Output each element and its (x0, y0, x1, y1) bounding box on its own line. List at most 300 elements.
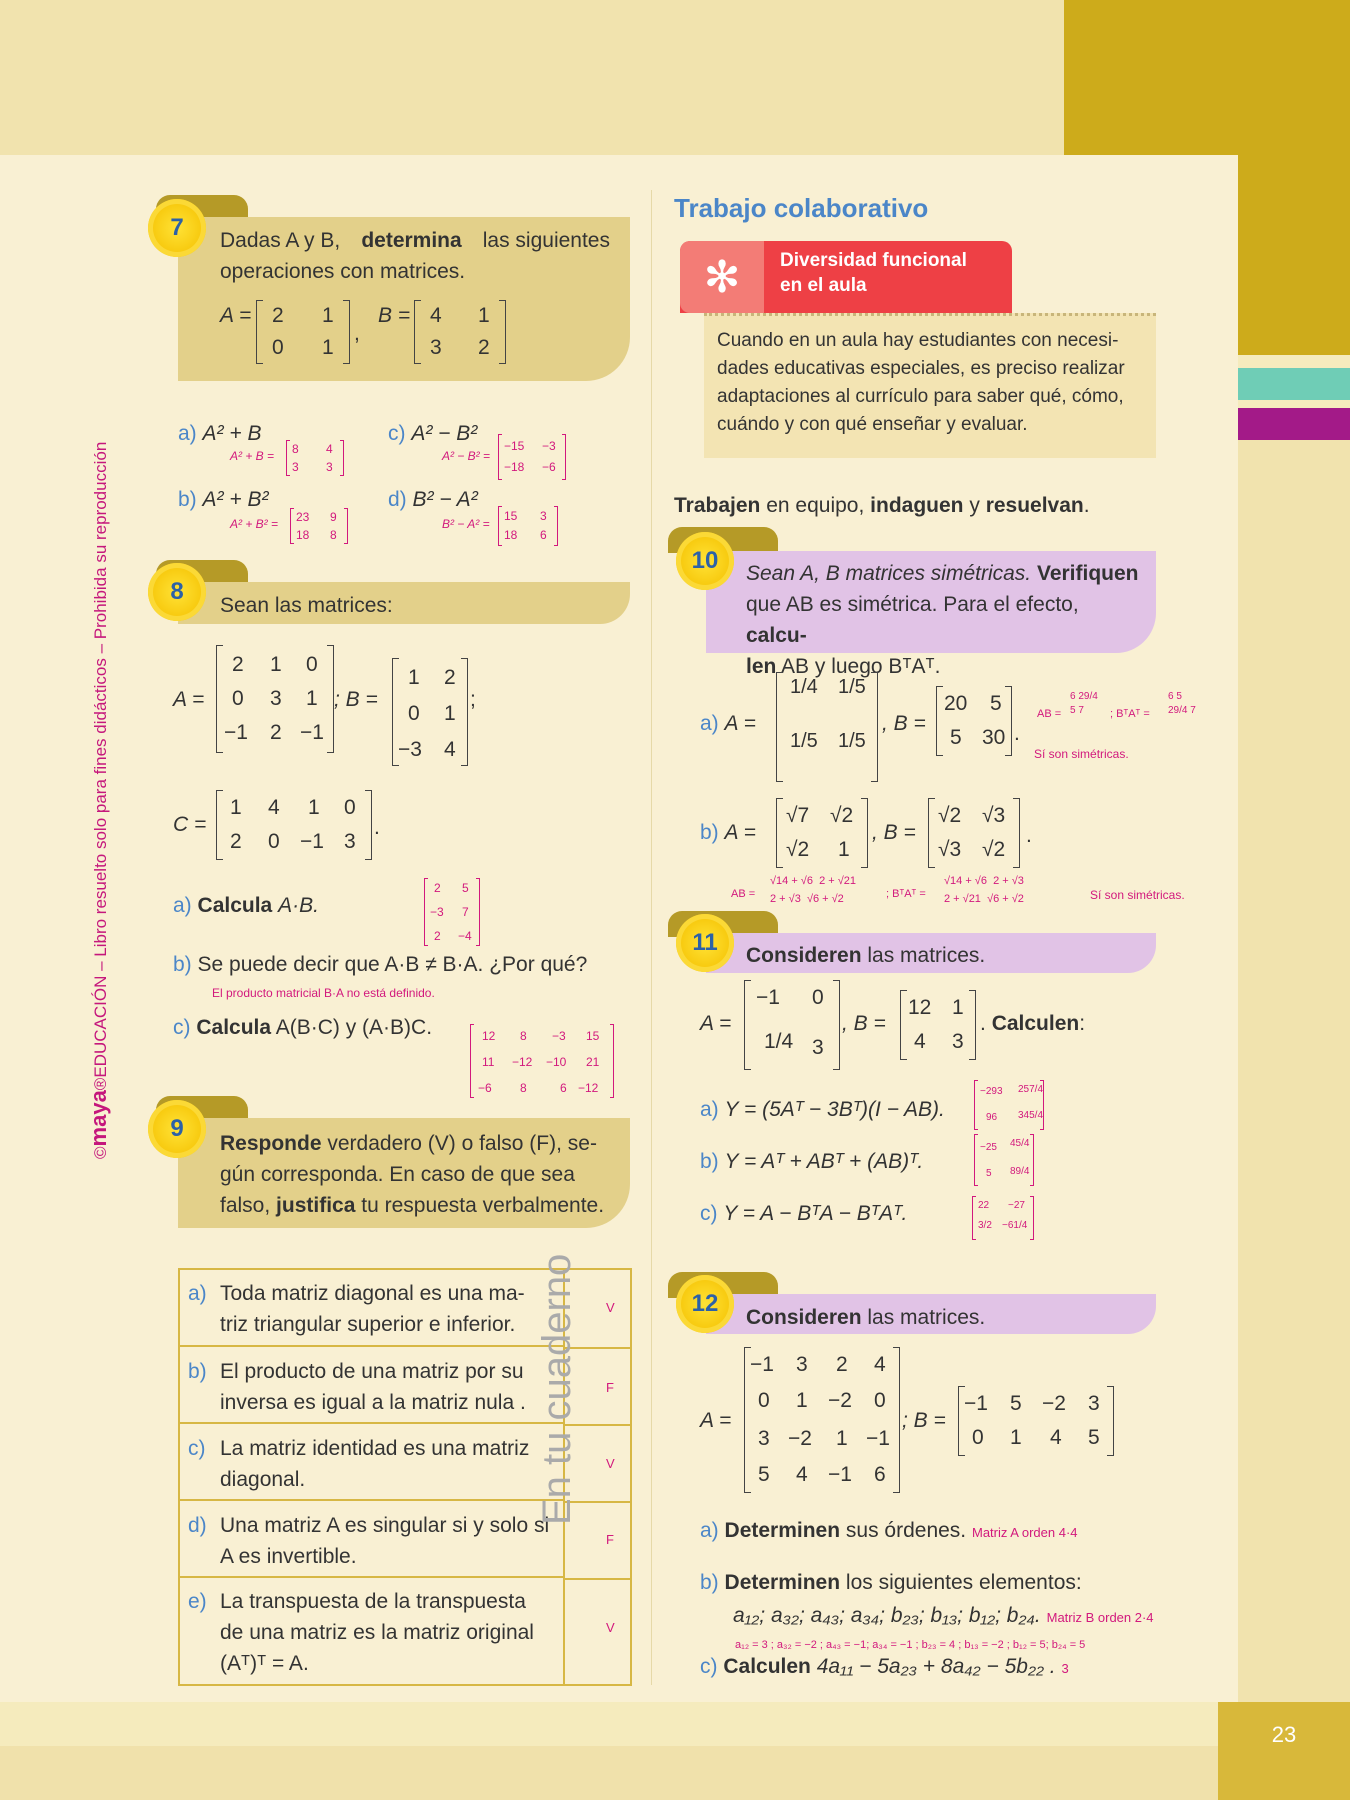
cell: 4 (268, 796, 280, 819)
cell: 7 (1078, 705, 1084, 716)
cell: 3 (344, 830, 356, 853)
row-letter: a) (188, 1282, 207, 1305)
cell: 1/5 (790, 730, 818, 752)
cell: 2 (434, 881, 441, 895)
ex7-sep: , (354, 322, 360, 345)
A-label: A = (724, 821, 756, 844)
cell: 3 (796, 1353, 808, 1376)
cell: −1 (866, 1427, 890, 1450)
item-letter: b) (700, 821, 719, 844)
cell: 2 (270, 721, 282, 744)
cell: 3 (952, 1030, 964, 1053)
cell: −1 (300, 830, 324, 853)
cell: 11 (482, 1055, 495, 1069)
para-line: dades educativas especiales, es preciso realizar (717, 358, 1125, 379)
ans-bt-label: ; BᵀAᵀ = (886, 888, 926, 900)
item-letter: b) (700, 1150, 719, 1173)
elements-list: a₁₂; a₃₂; a₄₃; a₃₄; b₂₃; b₁₃; b₁₂; b₂₄. (733, 1604, 1041, 1627)
cell: 4 (1050, 1426, 1062, 1449)
cell: 1 (836, 1427, 848, 1450)
ex9-t3b: tu respuesta verbalmente. (361, 1194, 605, 1217)
cell: 7 (1190, 705, 1196, 716)
cell: 29/4 (1078, 691, 1098, 702)
cell: 45/4 (1010, 1138, 1030, 1149)
ex10-a-label (700, 708, 756, 739)
ans-bt-matrix (944, 872, 1089, 908)
ex7-statement (220, 225, 610, 287)
ex7-item-d (388, 484, 478, 515)
ex11-item-c (700, 1198, 907, 1229)
ex9-statement (220, 1128, 610, 1221)
cell: 1 (952, 996, 964, 1019)
ex11-statement (746, 940, 985, 971)
item-rest: A·B. (278, 894, 319, 917)
row-line: La matriz identidad es una matriz (220, 1437, 530, 1460)
team-instruction (674, 490, 1090, 521)
ex10-t2: que AB es simétrica. Para el efecto, (746, 593, 1079, 616)
row-answer: V (606, 1456, 615, 1471)
cell: −1 (964, 1392, 988, 1415)
ex8-a-answer-matrix (424, 878, 480, 946)
ex7-b-ans-label: A² + B² = (230, 517, 279, 531)
ex7-d-ans-label: B² − A² = (442, 517, 490, 531)
brand-logo: maya (86, 1090, 111, 1147)
row-line: La transpuesta de la transpuesta (220, 1590, 526, 1613)
cell: 1 (444, 702, 456, 725)
cell: 8 (292, 442, 299, 456)
ex12-b-answer2: a₁₂ = 3 ; a₃₂ = −2 ; a₄₃ = −1; a₃₄ = −1 ; b₂₃ = 4 ; b₁₃ = −2 ; b₁₂ = 5; b₂₄ = 5 (735, 1639, 1086, 1651)
item-expr: B² − A² (412, 488, 478, 511)
cell: 1 (308, 796, 320, 819)
ex10-a-answer-text: Sí son simétricas. (1034, 747, 1129, 761)
item-letter: c) (700, 1655, 718, 1678)
ans-ab-label: AB = (731, 888, 756, 900)
ex11-matrix-A (744, 980, 840, 1070)
ex7-item-a (178, 418, 261, 449)
cell: 1 (408, 666, 420, 689)
ex10-b3: len (746, 655, 777, 678)
item-letter: b) (178, 488, 197, 511)
ex11-item-a (700, 1094, 945, 1125)
cell: 1 (1010, 1426, 1022, 1449)
cell: −12 (578, 1081, 599, 1095)
top-band (0, 0, 1064, 155)
end: . (1026, 824, 1032, 847)
ex12-item-a (700, 1515, 1078, 1546)
t1: en equipo, (766, 494, 865, 517)
ex12-statement (746, 1302, 985, 1333)
cell: 1 (478, 304, 490, 327)
ex7-d-answer-matrix (498, 506, 558, 546)
cell: −4 (458, 929, 472, 943)
cell: 3 (326, 460, 333, 474)
ex12-matrix-A (744, 1347, 900, 1493)
ex8-badge: 8 (148, 563, 206, 621)
cell: −18 (504, 460, 525, 474)
row-line: A es invertible. (220, 1545, 357, 1568)
label-line1: Diversidad funcional (780, 250, 967, 271)
ex10-b1: Verifiquen (1036, 562, 1139, 585)
ex7-B-label: B = (378, 304, 411, 327)
cell: 3 (270, 687, 282, 710)
cell: √14 + √6 (944, 875, 987, 887)
ex12-b-answer1: Matriz B orden 2·4 (1046, 1610, 1154, 1625)
cell: 18 (504, 528, 518, 542)
cell: 15 (504, 509, 518, 523)
ex7-badge: 7 (148, 199, 206, 257)
ex8-b-answer: El producto matricial B·A no está definido. (212, 986, 435, 1000)
ex7-intro1: Dadas A y B, (220, 229, 341, 252)
item-rest: A(B·C) y (A·B)C. (275, 1016, 433, 1039)
item-bold: Calcula (197, 894, 273, 917)
item-rest: sus órdenes. (845, 1519, 967, 1542)
row-letter: d) (188, 1514, 207, 1537)
cell: 6 (540, 528, 547, 542)
ex8-B-label: ; B = (334, 688, 378, 711)
ex11-calculen (980, 1008, 1085, 1039)
ex12-item-c (700, 1651, 1069, 1682)
cell: √3 (938, 838, 962, 861)
item-rest: 4a₁₁ − 5a₂₃ + 8a₄₂ − 5b₂₂ . (816, 1655, 1056, 1678)
cell: 3 (758, 1427, 770, 1450)
cell: √2 (786, 838, 810, 861)
item-letter: b) (700, 1571, 719, 1594)
bottom-band (0, 1746, 1350, 1800)
ex9-t1: verdadero (V) o falso (F), se- (327, 1132, 597, 1155)
cell: 257/4 (1018, 1084, 1044, 1095)
cell: 1/4 (790, 676, 818, 698)
cell: 8 (330, 528, 337, 542)
item-rest: los siguientes elementos: (845, 1571, 1082, 1594)
cell: 1/5 (838, 730, 866, 752)
ex11-b-answer-matrix (974, 1134, 1034, 1186)
ex12-a-answer: Matriz A orden 4·4 (972, 1525, 1078, 1540)
cell: 0 (344, 796, 356, 819)
ex9-badge: 9 (148, 1100, 206, 1158)
ex8-item-a (173, 890, 319, 921)
cell: −27 (1008, 1200, 1025, 1211)
cell: 15 (586, 1029, 600, 1043)
cell: −2 (788, 1427, 812, 1450)
ex11-a-answer-matrix (974, 1080, 1044, 1130)
cell: 5 (1088, 1426, 1100, 1449)
cell: 5 (462, 881, 469, 895)
ex10-b-matrix-A (776, 798, 868, 868)
right-band (1238, 440, 1350, 1702)
section-title: Trabajo colaborativo (674, 193, 929, 223)
ex12-matrix-B (958, 1386, 1114, 1456)
ex7-bold: determina (361, 229, 462, 252)
cell: √2 (830, 804, 854, 827)
cell: 2 + √3 (770, 893, 801, 905)
cell: 4 (796, 1463, 808, 1486)
ex7-matrix-A (256, 300, 350, 364)
side-text-rest: EDUCACIÓN – Libro resuelto solo para fines didácticos – Prohibida su reproducción (91, 441, 110, 1078)
ex12-A-label: A = (700, 1409, 732, 1432)
ex11-matrix-B (900, 990, 976, 1060)
cell: 2 (272, 304, 284, 327)
item-letter: c) (173, 1016, 191, 1039)
ex12-item-b (700, 1567, 1082, 1598)
cell: 22 (978, 1200, 990, 1211)
table-row-e (188, 1586, 558, 1679)
cell: 5 (986, 1168, 992, 1179)
t3: . (1083, 494, 1090, 517)
ex7-b-answer-matrix (290, 508, 348, 544)
cell: 4 (430, 304, 442, 327)
item-letter: c) (700, 1202, 718, 1225)
ex8-B-end: ; (470, 688, 476, 711)
cell: 89/4 (1010, 1166, 1030, 1177)
cell: 2 + √3 (993, 875, 1024, 887)
item-bold: Calcula (196, 1016, 272, 1039)
magenta-stripe (1238, 408, 1350, 440)
cell: −1 (224, 721, 248, 744)
cell: 96 (986, 1112, 998, 1123)
item-letter: a) (700, 1519, 719, 1542)
cell: 0 (272, 336, 284, 359)
cell: 8 (520, 1081, 527, 1095)
cell: 5 (1010, 1392, 1022, 1415)
cell: −1 (828, 1463, 852, 1486)
A-label: A = (724, 712, 756, 735)
cell: 1 (322, 336, 334, 359)
cell: 12 (482, 1029, 496, 1043)
cell: 5 (950, 726, 962, 749)
ex11-A-label: A = (700, 1012, 732, 1035)
cell: 4 (326, 442, 333, 456)
cell: √6 + √2 (987, 893, 1024, 905)
item-letter: a) (173, 894, 192, 917)
row-letter: b) (188, 1360, 207, 1383)
ex8-A-label: A = (173, 688, 205, 711)
cell: √2 (982, 838, 1006, 861)
ex8-c-answer-matrix (470, 1024, 614, 1098)
colon: : (1079, 1012, 1086, 1035)
item-letter: a) (178, 422, 197, 445)
diversity-paragraph (717, 327, 1125, 439)
cell: 20 (944, 692, 968, 715)
row-letter: e) (188, 1590, 207, 1613)
item-letter: d) (388, 488, 407, 511)
cell: −3 (398, 738, 422, 761)
tail-bold: Calculen (991, 1012, 1080, 1035)
cell: 5 (1176, 691, 1182, 702)
cell: 5 (1070, 705, 1076, 716)
cell: 3 (430, 336, 442, 359)
cell: √3 (982, 804, 1006, 827)
ex10-a-matrix-B (936, 686, 1012, 756)
cell: √6 + √2 (806, 893, 844, 905)
cell: 345/4 (1018, 1110, 1044, 1121)
table-line (563, 1578, 630, 1580)
ex8-matrix-A (216, 645, 334, 753)
item-expr: Y = (5Aᵀ − 3Bᵀ)(I − AB). (724, 1098, 945, 1121)
ex9-t3a: falso, (220, 1194, 271, 1217)
side-copyright-text: ©maya®EDUCACIÓN – Libro resuelto solo para fines didácticos – Prohibida su reproducción (86, 441, 111, 1159)
teal-stripe (1238, 368, 1350, 400)
ex11-rest: las matrices. (867, 944, 986, 967)
ans-bt-matrix (1168, 690, 1212, 718)
ex9-bold2: justifica (276, 1194, 356, 1217)
para-line: adaptaciones al currículo para saber qué, cómo, (717, 386, 1124, 407)
ex8-C-label: C = (173, 813, 207, 836)
cell: −61/4 (1002, 1220, 1028, 1231)
row-line: triz triangular superior e inferior. (220, 1313, 516, 1336)
row-line: Toda matriz diagonal es una ma- (220, 1282, 525, 1305)
cell: 6 (874, 1463, 886, 1486)
cell: 3/2 (978, 1220, 992, 1231)
watermark-en-tu-cuaderno: En tu cuaderno (535, 1253, 579, 1525)
ex10-t3: AB y luego BᵀAᵀ. (781, 655, 941, 678)
cell: −1 (756, 986, 780, 1009)
ans-ab-matrix (770, 872, 890, 908)
cell: 2 + √21 (944, 893, 981, 905)
cell: 0 (306, 653, 318, 676)
cell: 1/4 (764, 1030, 794, 1053)
cell: 1 (230, 796, 242, 819)
ex11-c-answer-matrix (972, 1196, 1034, 1240)
label-line2: en el aula (780, 275, 867, 296)
B-label: , B = (872, 821, 916, 844)
ex10-b2: calcu- (746, 624, 807, 647)
table-row-b (188, 1356, 558, 1418)
ex8-matrix-C (216, 790, 372, 860)
cell: 9 (330, 510, 337, 524)
ex9-t2: gún corresponda. En caso de que sea (220, 1163, 575, 1186)
item-expr: A² + B (202, 422, 262, 445)
ex10-b-matrix-B (928, 798, 1020, 868)
cell: 3 (1088, 1392, 1100, 1415)
ex12-rest: las matrices. (867, 1306, 986, 1329)
cell: 29/4 (1168, 705, 1188, 716)
ex7-c-answer-matrix (498, 434, 566, 480)
ex12-c-answer: 3 (1061, 1661, 1069, 1676)
cell: 21 (586, 1055, 600, 1069)
row-line: inversa es igual a la matriz nula . (220, 1391, 526, 1414)
cell: −2 (828, 1389, 852, 1412)
ex7-intro2: las siguientes (482, 229, 610, 252)
cell: 2 (434, 929, 441, 943)
item-bold: Determinen (724, 1571, 841, 1594)
cell: 23 (296, 510, 310, 524)
cell: 1 (322, 304, 334, 327)
b2: indaguen (870, 494, 964, 517)
cell: √2 (938, 804, 962, 827)
cell: 1/5 (838, 676, 866, 698)
column-divider (651, 190, 652, 1685)
ans-ab-label: AB = (1037, 708, 1062, 720)
t2: y (969, 494, 980, 517)
item-bold: Calculen (723, 1655, 811, 1678)
cell: −1 (750, 1353, 774, 1376)
cell: 12 (908, 996, 932, 1019)
ex7-item-b (178, 484, 268, 515)
cell: 8 (520, 1029, 527, 1043)
cell: 2 (444, 666, 456, 689)
ex7-intro3: operaciones con matrices. (220, 260, 466, 283)
cell: −3 (552, 1029, 566, 1043)
cell: 6 (560, 1081, 567, 1095)
cell: 1 (838, 838, 850, 861)
ex9-bold1: Responde (220, 1132, 322, 1155)
cell: 2 (478, 336, 490, 359)
cell: 6 (1168, 691, 1174, 702)
cell: 3 (292, 460, 299, 474)
ex8-C-end: . (374, 816, 380, 839)
row-line: El producto de una matriz por su (220, 1360, 524, 1383)
ex12-B-label: ; B = (902, 1409, 946, 1432)
cell: −10 (546, 1055, 567, 1069)
cell: 1 (270, 653, 282, 676)
flower-icon: ✻ (680, 241, 764, 313)
tail: . (980, 1012, 986, 1035)
cell: 2 (232, 653, 244, 676)
ex10-t1: Sean A, B matrices simétricas. (746, 562, 1032, 585)
cell: 7 (462, 905, 469, 919)
item-expr: A² + B² (202, 488, 269, 511)
cell: 2 + √21 (819, 875, 857, 887)
cell: −293 (980, 1086, 1003, 1097)
ex11-bold: Consideren (746, 944, 862, 967)
cell: 4 (874, 1353, 886, 1376)
cell: −12 (512, 1055, 533, 1069)
row-answer: F (606, 1532, 614, 1547)
item-text: Se puede decir que A·B ≠ B·A. ¿Por qué? (197, 953, 588, 976)
item-bold: Determinen (724, 1519, 841, 1542)
ex12-badge: 12 (676, 1275, 734, 1333)
cell: 2 (230, 830, 242, 853)
item-letter: a) (700, 712, 719, 735)
ex10-a-matrix-A (776, 672, 878, 782)
ex10-statement (746, 558, 1142, 682)
cell: 4 (914, 1030, 926, 1053)
ans-ab-matrix (1070, 690, 1102, 718)
cell: −2 (1042, 1392, 1066, 1415)
diversity-label (780, 248, 967, 298)
row-line: (Aᵀ)ᵀ = A. (220, 1652, 309, 1675)
ex8-intro: Sean las matrices: (220, 594, 393, 617)
cell: 6 (1070, 691, 1076, 702)
end: . (1014, 722, 1020, 745)
ex8-item-c (173, 1012, 432, 1043)
ex10-badge: 10 (676, 532, 734, 590)
para-line: Cuando en un aula hay estudiantes con necesi- (717, 330, 1119, 351)
item-letter: c) (388, 422, 406, 445)
page-number: 23 (1218, 1702, 1350, 1800)
cell: 18 (296, 528, 310, 542)
ex7-item-c (388, 418, 477, 449)
table-row-a (188, 1278, 558, 1340)
ex8-matrix-B (392, 658, 468, 766)
cell: √14 + √6 (770, 875, 813, 887)
B-label: , B = (882, 712, 926, 735)
ex12-elements (733, 1600, 1154, 1631)
table-row-c (188, 1433, 558, 1495)
item-letter: a) (700, 1098, 719, 1121)
cell: −1 (300, 721, 324, 744)
item-expr: Y = Aᵀ + ABᵀ + (AB)ᵀ. (724, 1150, 924, 1173)
cell: −6 (542, 460, 556, 474)
item-expr: A² − B² (411, 422, 478, 445)
cell: −15 (504, 439, 525, 453)
cell: 0 (972, 1426, 984, 1449)
ex7-A-label: A = (220, 304, 252, 327)
cell: 3 (812, 1036, 824, 1059)
ex7-matrix-B (414, 300, 506, 364)
row-line: de una matriz es la matriz original (220, 1621, 534, 1644)
ex11-B-label: , B = (842, 1012, 886, 1035)
